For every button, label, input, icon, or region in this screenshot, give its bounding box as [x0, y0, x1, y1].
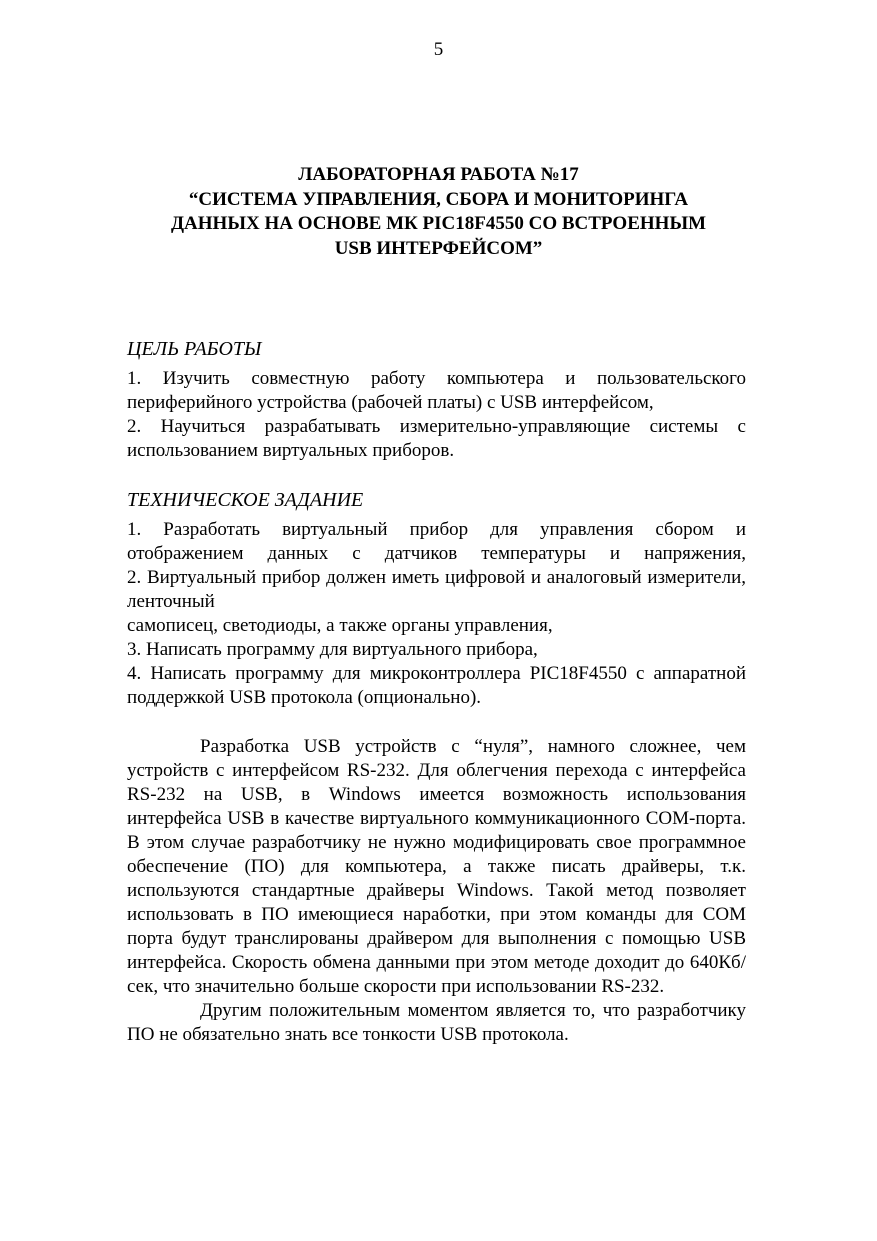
task-item-2: 2. Виртуальный прибор должен иметь цифровой и аналоговый измерители, ленточный: [127, 567, 746, 612]
task-item-4: 4. Написать программу для микроконтроллера PIC18F4550 с аппаратной поддержкой USB протокола (опционально).: [127, 663, 746, 708]
title-line-4: USB ИНТЕРФЕЙСОМ”: [334, 237, 543, 259]
goal-item-2: 2. Научиться разрабатывать измерительно-управляющие системы с использованием виртуальных приборов.: [127, 416, 746, 461]
page-number: 5: [433, 39, 444, 60]
goal-section: [127, 337, 746, 463]
title-line-3: ДАННЫХ НА ОСНОВЕ МК PIC18F4550 СО ВСТРОЕННЫМ: [170, 213, 707, 234]
task-item-3: 3. Написать программу для виртуального прибора,: [127, 639, 538, 660]
body-paragraph-2: Другим положительным моментом является то, что разработчику ПО не обязательно знать все тонкости USB протокола.: [127, 1000, 746, 1045]
task-item-2-continued: самописец, светодиоды, а также органы управления,: [127, 615, 553, 636]
goal-item-1: 1. Изучить совместную работу компьютера и пользовательского периферийного устройства (рабочей платы) с USB интерфейсом,: [127, 368, 746, 413]
title-line-2: “СИСТЕМА УПРАВЛЕНИЯ, СБОРА И МОНИТОРИНГА: [188, 188, 689, 210]
body-paragraph-1: Разработка USB устройств с “нуля”, намного сложнее, чем устройств с интерфейсом RS-232. Для облегчения перехода с интерфейса RS-232 на USB, в Windows имеется возможность использования интерфейса USB в качестве виртуального коммуникационного COM-порта. В этом случае разработчику не нужно модифицировать свое программное обеспечение (ПО) для компьютера, а также писать драйверы, т.к. используются стандартные драйверы Windows. Такой метод позволяет использовать в ПО имеющиеся наработки, при этом команды для COM порта будут транслированы драйвером для выполнения с помощью USB интерфейса. Скорость обмена данными при этом методе доходит до 640Кб/сек, что значительно больше скорости при использовании RS-232.: [127, 736, 746, 997]
document-title: [100, 163, 777, 261]
task-item-1: 1. Разработать виртуальный прибор для управления сбором и отображением данных с датчиков температуры и напряжения,: [127, 519, 746, 564]
task-heading: ТЕХНИЧЕСКОЕ ЗАДАНИЕ: [127, 489, 364, 511]
body-section: [127, 735, 746, 1047]
title-line-1: ЛАБОРАТОРНАЯ РАБОТА №17: [298, 164, 579, 185]
goal-heading: ЦЕЛЬ РАБОТЫ: [127, 338, 262, 360]
task-section: [127, 488, 746, 710]
